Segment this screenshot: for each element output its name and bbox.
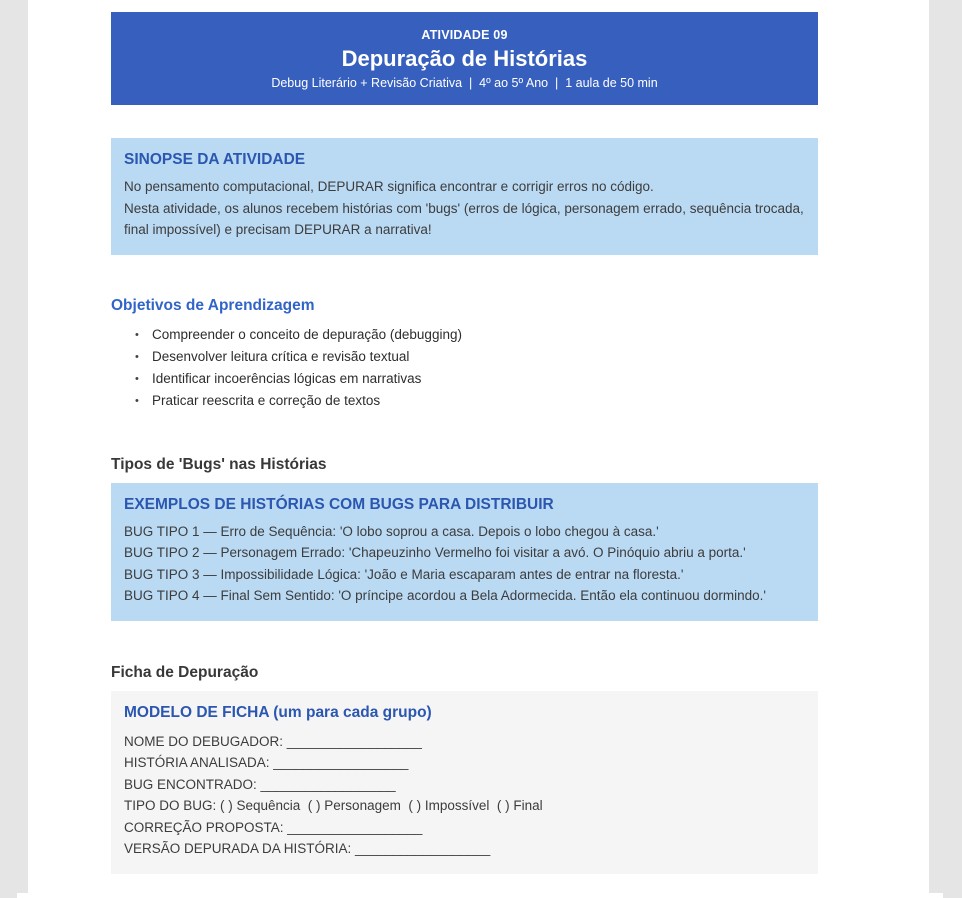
bug-example: BUG TIPO 4 — Final Sem Sentido: 'O príncipe acordou a Bela Adormecida. Então ela continuou dormindo.' [124, 588, 767, 604]
ficha-heading: Ficha de Depuração [111, 663, 259, 681]
ficha-field: TIPO DO BUG: ( ) Sequência ( ) Personagem ( ) Impossível ( ) Final [124, 798, 543, 814]
ficha-field: HISTÓRIA ANALISADA: __________________ [124, 755, 409, 771]
document-page [28, 0, 929, 893]
activity-number: ATIVIDADE 09 [421, 27, 508, 42]
sinopse-line: Nesta atividade, os alunos recebem histórias com 'bugs' (erros de lógica, personagem errado, sequência trocada, final impossível) e precisam DEPURAR a narrativa! [124, 200, 804, 237]
bug-example: BUG TIPO 2 — Personagem Errado: 'Chapeuzinho Vermelho foi visitar a avó. O Pinóquio abriu a porta.' [124, 545, 746, 561]
list-item [111, 346, 818, 368]
list-item [111, 390, 818, 412]
bug-example: BUG TIPO 1 — Erro de Sequência: 'O lobo soprou a casa. Depois o lobo chegou à casa.' [124, 523, 659, 539]
objetivo-text: Praticar reescrita e correção de textos [152, 393, 381, 409]
sinopse-callout [111, 138, 818, 255]
next-page-edge [17, 893, 943, 898]
modelo-ficha-callout [111, 691, 818, 874]
activity-header-banner [111, 12, 818, 105]
bullet-icon: • [135, 350, 139, 363]
objetivo-text: Identificar incoerências lógicas em narrativas [152, 371, 422, 387]
sinopse-line: No pensamento computacional, DEPURAR significa encontrar e corrigir erros no código. [124, 179, 654, 194]
ficha-field: CORREÇÃO PROPOSTA: __________________ [124, 819, 423, 835]
modelo-ficha-title: MODELO DE FICHA (um para cada grupo) [124, 703, 432, 721]
tipos-heading: Tipos de 'Bugs' nas Histórias [111, 455, 327, 473]
bullet-icon: • [135, 328, 139, 341]
activity-title: Depuração de Histórias [341, 45, 588, 71]
activity-subtitle: Debug Literário + Revisão Criativa | 4º ao 5º Ano | 1 aula de 50 min [271, 75, 658, 90]
ficha-field: NOME DO DEBUGADOR: __________________ [124, 733, 422, 749]
exemplos-callout [111, 483, 818, 621]
bullet-icon: • [135, 395, 139, 408]
list-item [111, 368, 818, 390]
bullet-icon: • [135, 373, 139, 386]
objetivo-text: Compreender o conceito de depuração (debugging) [152, 326, 462, 342]
bug-example: BUG TIPO 3 — Impossibilidade Lógica: 'João e Maria escaparam antes de entrar na floresta.' [124, 566, 684, 582]
ficha-field: BUG ENCONTRADO: __________________ [124, 776, 396, 792]
objetivos-list [111, 324, 818, 413]
objetivos-heading: Objetivos de Aprendizagem [111, 296, 315, 314]
exemplos-title: EXEMPLOS DE HISTÓRIAS COM BUGS PARA DISTRIBUIR [124, 495, 554, 513]
sinopse-title: SINOPSE DA ATIVIDADE [124, 151, 306, 168]
objetivo-text: Desenvolver leitura crítica e revisão textual [152, 348, 410, 364]
document-content [111, 0, 818, 874]
ficha-field: VERSÃO DEPURADA DA HISTÓRIA: __________________ [124, 841, 491, 857]
list-item [111, 324, 818, 346]
